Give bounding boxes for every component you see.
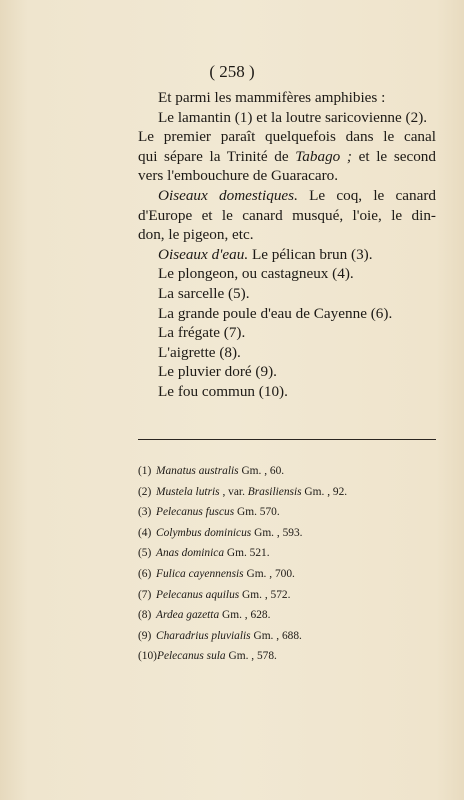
text-line [138,127,436,147]
text-line [138,264,436,284]
footnote-number: (5) [138,547,152,560]
text-line [138,284,436,304]
footnote-reference: Gm. , 593. [251,526,303,539]
footnote-rule [138,439,436,440]
footnote [138,585,436,606]
text-line [138,88,436,108]
footnote [138,543,436,564]
species-name: Ardea gazetta [156,609,220,622]
footnote-reference: Gm. , 700. [243,567,295,580]
footnote-number: (3) [138,506,152,519]
footnote-number: (4) [138,526,152,539]
footnote-number: (2) [138,485,152,498]
text-segment: d'Europe et le canard musqué, l'oie, le din- [138,206,436,224]
footnote-number: (7) [138,588,152,601]
footnote-reference: Gm. , 572. [239,588,291,601]
footnote [138,564,436,585]
footnote [138,502,436,523]
footnote-reference: Gm. 521. [224,547,270,560]
text-segment: vers l'embouchure de Guaracaro. [138,167,339,185]
text-segment: et le second [351,147,436,165]
footnote-reference: Gm. , 60. [238,465,285,477]
text-line [138,382,436,402]
text-segment: Le pluvier doré (9). [158,363,277,381]
footnote [138,461,436,482]
text-line [138,343,436,363]
text-line [138,362,436,382]
text-line [138,206,436,226]
text-line [138,108,436,128]
species-name: Pelecanus fuscus [156,506,235,519]
text-segment: Et parmi les mammifères amphibies : [158,89,386,106]
text-segment: Le lamantin (1) et la loutre saricovienne (2). [158,108,428,126]
text-line [138,147,436,167]
text-line [138,186,436,206]
footnote [138,605,436,626]
text-segment: L'aigrette (8). [158,343,241,361]
text-line [138,166,436,186]
text-line [138,323,436,343]
footnote-number: (6) [138,567,152,580]
footnote-number: (1) [138,465,152,477]
text-line [138,225,436,245]
page-number: ( 258 ) [209,62,255,81]
footnote-number: (8) [138,609,152,622]
variety-name: Brasiliensis [247,485,302,498]
italic-text: Tabago ; [295,147,352,165]
footnote-number: (10) [138,650,157,663]
species-name: Mustela lutris [156,485,220,498]
footnote-reference: Gm. , 688. [250,629,302,642]
text-segment: La frégate (7). [158,324,246,342]
species-name: Pelecanus sula [156,650,226,663]
footnote-number: (9) [138,629,152,642]
text-segment: don, le pigeon, etc. [138,226,254,244]
footnotes [138,461,436,667]
species-name: Anas dominica [156,547,225,560]
footnote [138,523,436,544]
text-segment: Le coq, le canard [297,186,436,204]
species-name: Colymbus dominicus [156,526,252,539]
text-line [138,304,436,324]
footnote-reference: Gm. , 578. [225,650,277,663]
text-segment: Le premier paraît quelquefois dans le canal [138,128,436,146]
text-segment: qui sépare la Trinité de [138,147,296,165]
text-segment: Le plongeon, ou castagneux (4). [158,265,354,283]
footnote-reference: Gm. 570. [234,506,280,519]
italic-text: Oiseaux d'eau. [158,245,249,263]
footnote-reference: Gm. , 92. [301,485,348,498]
footnote-reference: Gm. , 628. [219,609,271,622]
text-segment: La sarcelle (5). [158,284,250,302]
italic-text: Oiseaux domestiques. [158,186,298,204]
text-segment: La grande poule d'eau de Cayenne (6). [158,304,393,322]
footnote [138,626,436,647]
text-line [138,245,436,265]
body-text [138,88,436,402]
footnote [138,482,436,503]
text-segment: Le pélican brun (3). [248,245,373,263]
species-name: Manatus australis [156,465,239,477]
species-name: Fulica cayennensis [156,567,244,580]
footnote-reference: , var. [219,485,248,498]
species-name: Charadrius pluvialis [156,629,251,642]
footnote [138,646,436,667]
text-segment: Le fou commun (10). [158,382,288,400]
species-name: Pelecanus aquilus [156,588,240,601]
